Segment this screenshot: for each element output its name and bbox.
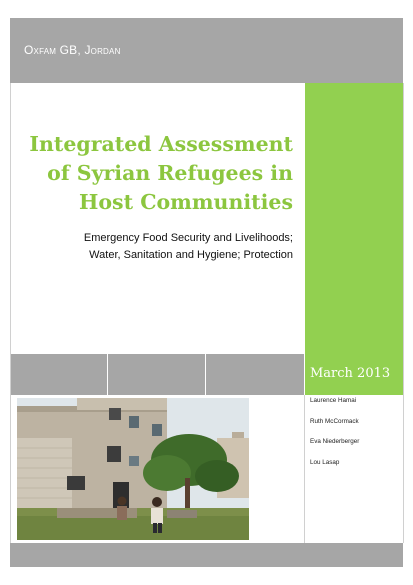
author-1: Laurence Hamai xyxy=(310,397,357,404)
green-side-panel xyxy=(305,83,403,354)
author-list xyxy=(310,397,402,479)
frame-line-left xyxy=(10,83,11,543)
photo-refugee-children-building-icon xyxy=(17,398,249,540)
gray-cell-2 xyxy=(108,354,205,395)
gray-cell-1 xyxy=(10,354,107,395)
cover-photo xyxy=(17,398,249,540)
subtitle-line-1: Emergency Food Security and Livelihoods; xyxy=(83,232,293,244)
title-line-2: of Syrian Refugees in xyxy=(47,161,293,185)
author-3: Eva Niederberger xyxy=(310,438,360,445)
header-band xyxy=(10,18,403,83)
title-block xyxy=(20,130,293,264)
footer-band xyxy=(10,543,403,567)
subtitle xyxy=(20,230,293,264)
organization-name xyxy=(24,43,121,57)
author-4: Lou Lasap xyxy=(310,458,340,466)
title-line-3: Host Communities xyxy=(79,190,293,214)
title-line-1: Integrated Assessment xyxy=(29,132,293,156)
date-cell xyxy=(305,354,403,395)
subtitle-line-2: Water, Sanitation and Hygiene; Protection xyxy=(89,249,293,261)
report-date: March 2013 xyxy=(310,366,391,381)
author-2: Ruth McCormack xyxy=(310,417,359,425)
gray-cell-3 xyxy=(206,354,304,395)
frame-line-right xyxy=(403,83,404,543)
org-name-text: Oxfam GB, Jordan xyxy=(24,43,121,57)
frame-line-mid xyxy=(304,395,305,543)
